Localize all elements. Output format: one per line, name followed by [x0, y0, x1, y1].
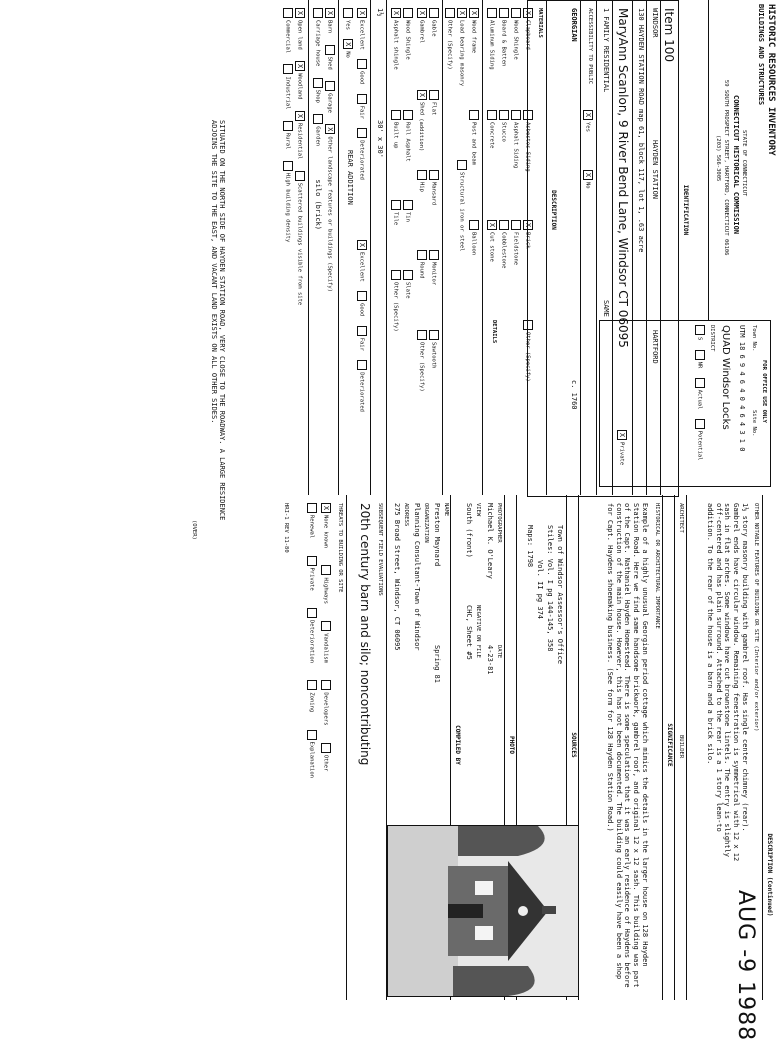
organization-label: ORGANIZATION [423, 503, 429, 543]
other-features-label: OTHER NOTABLE FEATURES OF BUILDING OR SITE (Interior and/or exterior) [753, 503, 759, 732]
material-cobblestone: Cobblestone [499, 220, 509, 268]
agency-address: 59 SOUTH PROSPECT STREET, HARTFORD, CONNECTICUT 06106 [723, 80, 729, 256]
interrelationship-block [185, 120, 225, 560]
agency-phone: (203) 566-3005 [715, 135, 721, 182]
roofmat-wood-shingle: Wood Shingle [403, 8, 413, 60]
historic-use: SAME [602, 300, 610, 317]
other-features-text: 1½ story masonry building with gambrel roof. Has single center chimney (rear). Gambrel ends have circular window. Remaining fenestration is symmetrical with 12 x 12 sash in flat arches. Some windows have cut brownstone lintels. The entry is slightly off-centered and has plain surround. Attached to the rear is a 1 story lean-to addition. To the rear of the house is a barn and a brick silo. [706, 503, 749, 862]
accessibility-label: ACCESSIBILITY TO PUBLIC [587, 8, 593, 85]
roof-gambrel: XGambrel [417, 8, 427, 43]
roof-gable: Gable [429, 8, 439, 37]
form-page-front [179, 0, 779, 495]
section-significance: SIGNIFICANCE [666, 723, 673, 767]
compiler-name: Preston Maynard [433, 503, 441, 567]
structure-wood-frame: XWood frame [469, 8, 479, 53]
roofmat-roll-asphalt: Roll Asphalt [403, 110, 413, 162]
roof-other: Other (Specify) [417, 330, 427, 392]
county-value: HARTFORD [651, 330, 659, 364]
district-s-checkbox[interactable] [695, 325, 705, 335]
outbuildings-row2: Carriage house Shop Garden silo (brick) [313, 8, 323, 230]
subsequent-value: 20th century barn and silo; noncontributing [358, 503, 372, 766]
interior-accessible: XNo [583, 170, 593, 189]
significance-label: HISTORICAL OR ARCHITECTURAL IMPORTANCE [654, 503, 660, 629]
utm-value: UTM 18 6 9 4 6 4 0 4 6 4 3 1 0 [738, 325, 746, 452]
roof-sawtooth: Sawtooth [429, 330, 439, 369]
district-options: S NR Actual Potential [695, 325, 705, 461]
district-label: DISTRICT [709, 325, 715, 352]
material-asbestos: Asbestos Siding [523, 110, 533, 172]
section-identification: IDENTIFICATION [682, 184, 689, 236]
threats-label: THREATS TO BUILDING OR SITE [337, 503, 343, 593]
view-label: VIEW [475, 503, 481, 517]
roofmat-tile: Tile [391, 200, 401, 225]
office-use-label: FOR OFFICE USE ONLY [761, 360, 767, 423]
section-sources: SOURCES [570, 732, 577, 758]
stories-value: 1½ [376, 8, 384, 17]
town-no-label: Town No. [751, 325, 757, 352]
source-2: Stiles: Vol. I pg 144-145, 358 [546, 525, 554, 652]
material-cut-stone: XCut stone [487, 220, 497, 262]
material-asphalt-siding: Asphalt Siding [511, 110, 521, 168]
interrelationship-text: SITUATED ON THE NORTH SIDE OF HAYDEN STATION ROAD, VERY CLOSE TO THE ROADWAY. A LARGE RESIDENCE ADJOINS THE SITE TO THE EAST, AND VACANT LAND EXISTS ON ALL OTHER SIDES. [210, 120, 226, 521]
alterations-value: REAR ADDITION [346, 150, 354, 205]
outbuildings-row1: XBarn Shed Garage XOther landscape features or buildings (Specify) [325, 8, 335, 292]
roofmat-other: Other (Specify) [391, 270, 401, 332]
structure-balloon: Balloon [469, 220, 479, 255]
form-subtitle: BUILDINGS AND STRUCTURES [757, 4, 765, 106]
threats-row2: Renewal Private Deterioration Zoning Explanation [307, 503, 317, 778]
comp-address-value: 275 Broad Street, Windsor, CT 06095 [393, 503, 401, 651]
builder-label: BUILDER [678, 735, 684, 759]
structure-masonry: XLoad bearing masonry [457, 8, 467, 86]
roof-round: Round [417, 250, 427, 279]
roof-hip: Hip [417, 170, 427, 192]
source-3: Vol. II pg 374 [536, 560, 544, 620]
structure-post-beam: Post and beam [469, 110, 479, 165]
district-nr-checkbox[interactable] [695, 350, 705, 360]
comp-address-label: ADDRESS [403, 503, 409, 527]
building-photo [387, 825, 579, 997]
state-name: STATE OF CONNECTICUT [741, 130, 747, 197]
roof-mansard: Mansard [429, 170, 439, 205]
town-value: WINDSOR [651, 8, 659, 38]
street-address: 130 HAYDEN STATION ROAD map 61, block 117, lot 1, .63 acre [637, 8, 645, 253]
roofmat-built-up: Built up [391, 110, 401, 149]
material-board-batten: Board & Batten [499, 8, 509, 66]
district-actual-checkbox[interactable] [695, 378, 705, 388]
form-title: HISTORIC RESOURCES INVENTORY [766, 4, 776, 156]
roofmat-slate: Slate [403, 270, 413, 299]
material-aluminum: Aluminum Siding [487, 8, 497, 70]
photo-date-label: DATE [496, 645, 502, 659]
photographer-label: PHOTOGRAPHER [496, 503, 502, 543]
owner-value: MaryAnn Scanlon, 9 River Bend Lane, Windsor CT 06095 [616, 8, 630, 348]
date-of-construction: c. 1760 [570, 380, 578, 410]
roofmat-tin: Tin [403, 200, 413, 222]
owner-type: XPrivate [617, 430, 627, 465]
received-stamp: AUG -9 1988 [733, 890, 758, 1041]
material-brick: XBrick [523, 220, 533, 249]
form-footer: HRI-1 REV 11-80 [283, 503, 289, 553]
agency-name: CONNECTICUT HISTORICAL COMMISSION [732, 95, 740, 235]
photographer-value: Michael K. O'Leary [486, 503, 494, 579]
materials-label: MATERIALS [537, 8, 543, 38]
details-label: DETAILS [491, 320, 497, 344]
roof-monitor: Monitor [429, 250, 439, 285]
present-use: 1 FAMILY RESIDENTIAL [602, 8, 610, 93]
compiled-date: Spring 81 [433, 645, 441, 683]
name-label: NAME [443, 503, 449, 517]
site-no-label: Site No. [751, 410, 757, 437]
material-fieldstone: Fieldstone [511, 220, 521, 265]
condition-exterior: XExcellent Good Fair Deteriorated [357, 240, 367, 412]
negative-label: NEGATIVE ON FILE [475, 605, 481, 658]
section-description-cont: DESCRIPTION (Continued) [766, 833, 773, 917]
condition-structural: XExcellent Good Fair Deteriorated [357, 8, 367, 180]
material-other: Other (Specify) [523, 320, 533, 382]
subsequent-label: SUBSEQUENT FIELD EVALUATIONS [377, 503, 383, 596]
dimensions-value: 30' x 30' [376, 120, 384, 158]
private-checkbox[interactable]: X [617, 430, 627, 440]
architect-label: ARCHITECT [678, 503, 684, 533]
roof-flat: Flat [429, 90, 439, 115]
structure-other: Other (Specify) [445, 8, 455, 70]
threats-row1: XNone known Highways Vandalism Developers Other [321, 503, 331, 771]
quad-value: QUAD Windsor Locks [720, 325, 731, 430]
material-clapboard: XClapboard [523, 8, 533, 50]
material-concrete: Concrete [487, 110, 497, 149]
section-photo: PHOTO [508, 735, 515, 755]
outbuilding-note: silo (brick) [314, 179, 323, 230]
building-name: Item 100 [662, 8, 676, 63]
village-value: HAYDEN STATION [651, 140, 659, 200]
environment-row1: XOpen land XWoodland XResidential Scattered buildings visible from site [295, 8, 305, 305]
roofmat-asphalt-shingle: XAsphalt shingle [391, 8, 401, 70]
form-page-back [179, 495, 779, 1041]
view-value: South (front) [465, 503, 473, 558]
integrity-options: Yes XNo [343, 8, 353, 58]
section-compiled-by: COMPILED BY [454, 725, 461, 765]
organization-value: Planning Consultant-Town of Windsor [413, 503, 421, 651]
over-label: (OVER) [191, 520, 197, 540]
environment-row2: Commercial Industrial Rural High building density [283, 8, 293, 242]
exterior-visible: XYes [583, 110, 593, 132]
building-photo-image [388, 826, 578, 996]
style-value: GEORGIAN [570, 8, 578, 42]
material-stucco: Stucco [499, 110, 509, 142]
source-4: Maps: 1798 [526, 525, 534, 568]
district-potential-checkbox[interactable] [695, 419, 705, 429]
photo-date: 4-23-81 [486, 645, 494, 675]
roof-shed: XShed(addition) [417, 90, 427, 151]
interior-no-checkbox[interactable]: X [583, 170, 593, 180]
exterior-yes-checkbox[interactable]: X [583, 110, 593, 120]
material-wood-shingle: Wood Shingle [511, 8, 521, 60]
section-description: DESCRIPTION [550, 190, 557, 230]
source-1: Town of Windsor Assessor's Office [556, 525, 564, 665]
significance-text: Example of a highly unusual Georgian period cottage which mimics the details in the larger house on 128 Hayden Station Road. Here we find same handsome brickwork, gambrel roof, and original 12 x 12 sash. This building was part of the Capt. Nathaniel Hayden Homestead. There is some speculation that it was an early residence of Haydens before construction of the main house. However, this has not been documented. The building could easily have been a shop for Capt. Haydens shoemaking business. (See form for 128 Hayden Station Road.) [606, 503, 649, 988]
structure-iron: Structural iron or steel [457, 160, 467, 251]
negative-value: CHC, Sheet #5 [465, 605, 473, 660]
